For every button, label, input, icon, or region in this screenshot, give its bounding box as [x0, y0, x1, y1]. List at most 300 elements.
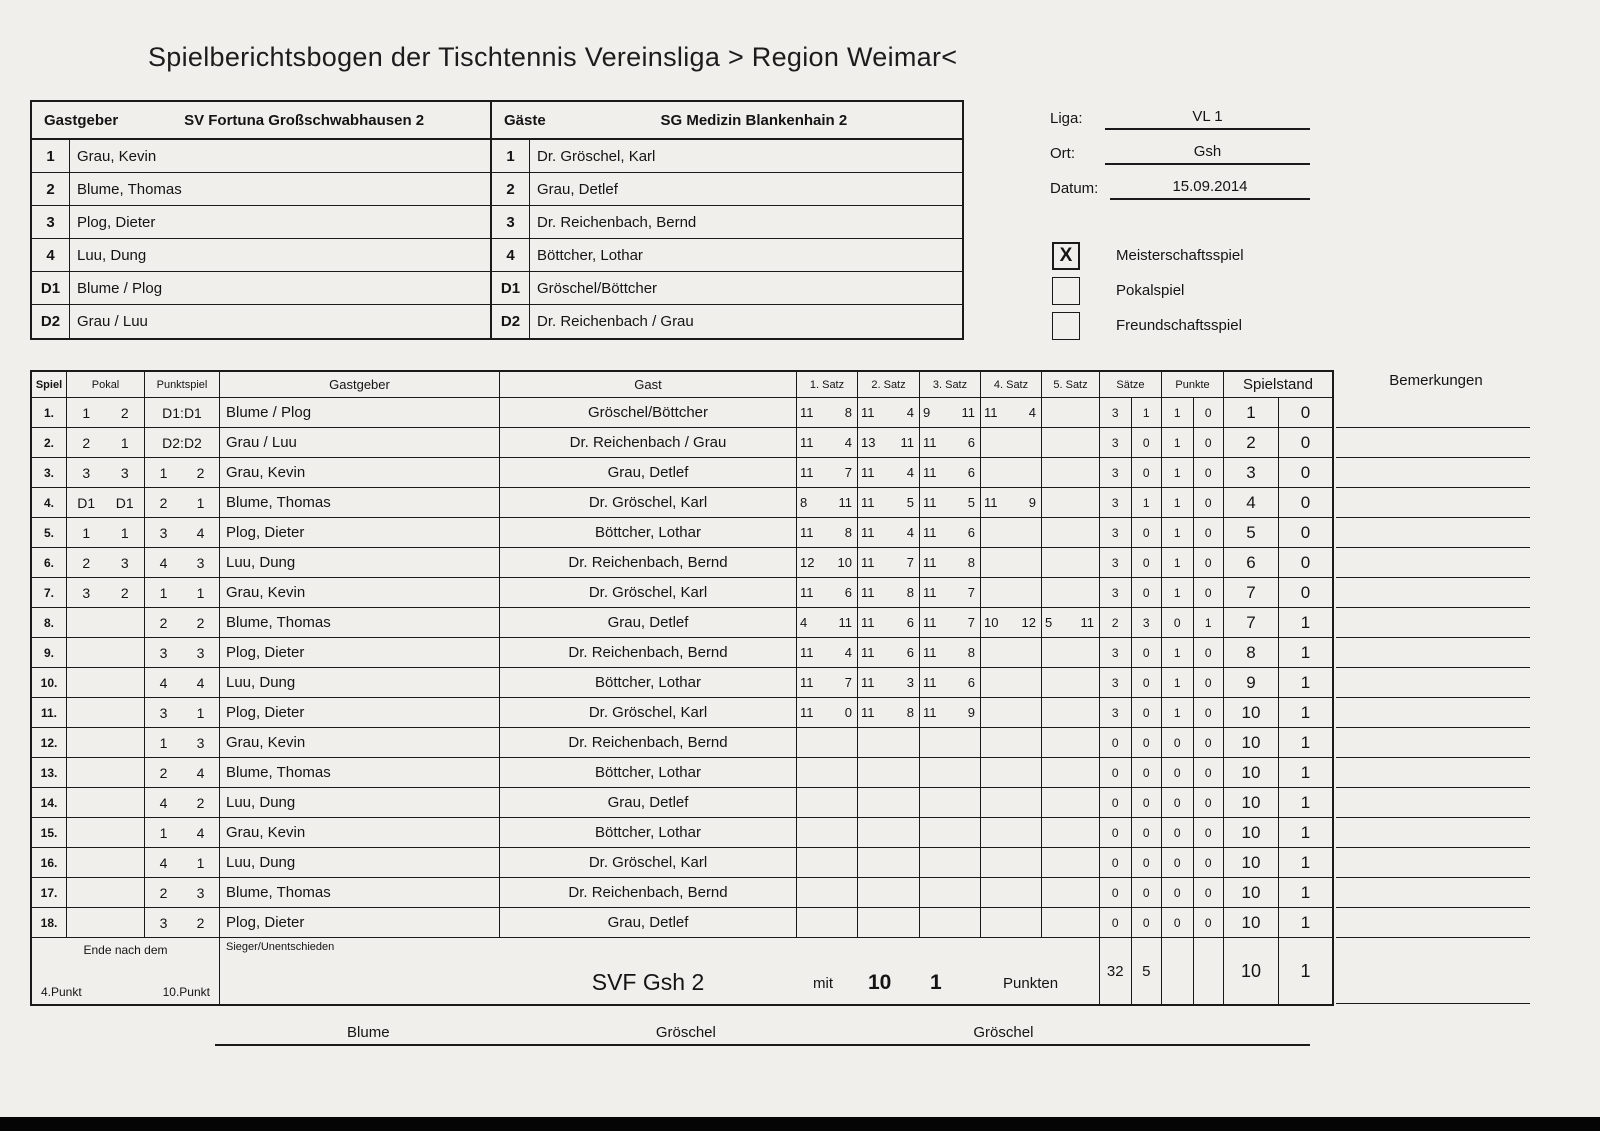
- empty-checkbox: [1052, 277, 1080, 305]
- match-type-label: Meisterschaftsspiel: [1116, 247, 1244, 264]
- bemerkung-line: [1336, 818, 1530, 848]
- points-result-cell-home: 1: [1173, 405, 1181, 420]
- set-1-score-cell: [797, 518, 858, 547]
- set-3-score-cell: [920, 908, 981, 937]
- sets-total-host: 32: [1106, 962, 1124, 980]
- guest-player-cell: Böttcher, Lothar: [500, 518, 797, 547]
- set-4-score-cell: [981, 518, 1042, 547]
- points-result-cell-home: 1: [1173, 645, 1181, 660]
- set-3-score-cell: [920, 698, 981, 727]
- sets-result-cell: [1100, 578, 1162, 607]
- match-row: [32, 908, 1332, 938]
- sets-result-cell: [1100, 458, 1162, 487]
- match-score-cell: [1224, 698, 1332, 727]
- sets-result-cell: [1100, 668, 1162, 697]
- match-row: [32, 818, 1332, 848]
- set-3-score-cell: [920, 818, 981, 847]
- pokal-cell: [67, 668, 145, 697]
- guest-team-name: SG Medizin Blankenhain 2: [660, 111, 848, 129]
- set-2-score-cell: [858, 458, 920, 487]
- punktspiel-right: 2: [196, 914, 205, 931]
- match-score-cell-guest: 0: [1278, 578, 1332, 607]
- sets-result-cell-home: 0: [1111, 855, 1119, 870]
- points-result-cell-guest: 0: [1193, 848, 1224, 877]
- match-number-cell: 9.: [32, 638, 67, 667]
- points-result-cell: [1162, 398, 1224, 427]
- set-home-points: 11: [800, 645, 814, 660]
- set-guest-points: 11: [1080, 615, 1094, 630]
- roster-row: [32, 206, 962, 239]
- match-score-cell-guest: 0: [1278, 518, 1332, 547]
- guest-player-name: Dr. Reichenbach, Bernd: [537, 213, 697, 231]
- match-row: [32, 668, 1332, 698]
- sets-result-cell-home: 3: [1111, 555, 1119, 570]
- punktspiel-cell: [145, 848, 220, 877]
- match-score-cell-home: 7: [1246, 612, 1256, 632]
- punktspiel-right: 4: [196, 674, 205, 691]
- set-4-score-cell: [981, 728, 1042, 757]
- set-3-score-cell: [920, 578, 981, 607]
- mit-label: mit: [813, 975, 833, 992]
- punktspiel-left: 4: [159, 794, 168, 811]
- guest-player-cell: Dr. Reichenbach / Grau: [500, 428, 797, 457]
- set-home-points: 11: [923, 705, 937, 720]
- empty-checkbox: [1052, 312, 1080, 340]
- punkt4-label: 4.Punkt: [41, 985, 82, 999]
- guest-player-cell: Dr. Reichenbach, Bernd: [500, 548, 797, 577]
- bemerkung-line: [1336, 878, 1530, 908]
- match-score-cell-home: 7: [1246, 582, 1256, 602]
- set-5-score-cell: [1042, 788, 1100, 817]
- set-home-points: 11: [923, 555, 937, 570]
- match-score-cell-home: 10: [1241, 852, 1261, 872]
- host-player-cell: Plog, Dieter: [220, 698, 500, 727]
- host-player-position: D2: [32, 305, 70, 338]
- pokal-cell: [67, 638, 145, 667]
- host-player-cell: Blume, Thomas: [220, 488, 500, 517]
- host-player-name: Grau, Kevin: [70, 140, 492, 172]
- set-2-score-cell: [858, 488, 920, 517]
- match-score-cell-guest: 1: [1278, 908, 1332, 937]
- pokal-cell: [67, 818, 145, 847]
- host-player-cell: Grau, Kevin: [220, 728, 500, 757]
- match-row: [32, 398, 1332, 428]
- punktspiel-left: 2: [159, 884, 168, 901]
- ende-label: Ende nach dem: [83, 943, 168, 957]
- match-row: [32, 488, 1332, 518]
- match-score-cell-home: 10: [1241, 822, 1261, 842]
- page-title: Spielberichtsbogen der Tischtennis Vereinsliga > Region Weimar<: [148, 42, 958, 72]
- pokal-cell: [67, 488, 145, 517]
- sets-result-cell: [1100, 638, 1162, 667]
- punktspiel-value: D1:D1: [162, 404, 202, 421]
- match-score-cell-guest: 0: [1278, 458, 1332, 487]
- set-2-score-cell: [858, 758, 920, 787]
- set-4-score-cell: [981, 758, 1042, 787]
- sets-result-cell-guest: 3: [1131, 608, 1162, 637]
- points-result-cell-guest: 0: [1193, 518, 1224, 547]
- set-guest-points: 7: [844, 465, 852, 480]
- punktspiel-cell: [145, 398, 220, 427]
- set-home-points: 11: [923, 495, 937, 510]
- sets-result-cell-home: 3: [1111, 495, 1119, 510]
- punktspiel-cell: [145, 428, 220, 457]
- punktspiel-cell: [145, 878, 220, 907]
- set-5-score-cell: [1042, 698, 1100, 727]
- header-gast: Gast: [500, 372, 797, 397]
- set-5-score-cell: [1042, 908, 1100, 937]
- set-2-score-cell: [858, 608, 920, 637]
- sets-result-cell-guest: 0: [1131, 728, 1162, 757]
- set-home-points: 11: [984, 405, 998, 420]
- set-3-score-cell: [920, 518, 981, 547]
- set-home-points: 11: [861, 525, 875, 540]
- guest-player-cell: Dr. Reichenbach, Bernd: [500, 878, 797, 907]
- points-result-cell: [1162, 788, 1224, 817]
- set-5-score-cell: [1042, 638, 1100, 667]
- host-player-position: 1: [32, 140, 70, 172]
- bemerkung-line: [1336, 638, 1530, 668]
- host-player-cell: Blume, Thomas: [220, 758, 500, 787]
- points-result-cell: [1162, 848, 1224, 877]
- pokal-left: 2: [82, 554, 91, 571]
- match-score-cell-guest: 1: [1278, 788, 1332, 817]
- set-5-score-cell: [1042, 608, 1100, 637]
- match-score-cell-guest: 0: [1278, 548, 1332, 577]
- set-home-points: 11: [861, 495, 875, 510]
- punkten-label: Punkten: [1003, 975, 1059, 992]
- set-guest-points: 5: [906, 495, 914, 510]
- guest-player-position: 2: [492, 173, 530, 205]
- bemerkung-line: [1336, 518, 1530, 548]
- roster-table: [30, 100, 964, 340]
- guest-player-cell: Dr. Gröschel, Karl: [500, 488, 797, 517]
- set-3-score-cell: [920, 488, 981, 517]
- match-number-cell: 5.: [32, 518, 67, 547]
- punktspiel-left: 3: [159, 644, 168, 661]
- sets-result-cell-home: 3: [1111, 435, 1119, 450]
- punktspiel-cell: [145, 908, 220, 937]
- set-guest-points: 6: [906, 615, 914, 630]
- points-result-cell-home: 0: [1173, 795, 1181, 810]
- match-table-header: [32, 372, 1332, 398]
- guest-player-cell: Böttcher, Lothar: [500, 818, 797, 847]
- roster-body: [32, 140, 962, 338]
- punktspiel-cell: [145, 818, 220, 847]
- set-home-points: 9: [923, 405, 931, 420]
- match-number-cell: 3.: [32, 458, 67, 487]
- sets-result-cell-guest: 0: [1131, 638, 1162, 667]
- sets-result-cell: [1100, 908, 1162, 937]
- punktspiel-cell: [145, 638, 220, 667]
- set-3-score-cell: [920, 638, 981, 667]
- host-player-name: Blume, Thomas: [70, 173, 492, 205]
- punktspiel-left: 3: [159, 704, 168, 721]
- sets-result-cell-home: 3: [1111, 465, 1119, 480]
- header-gastgeber: Gastgeber: [220, 372, 500, 397]
- punktspiel-left: 1: [159, 584, 168, 601]
- points-result-cell-guest: 1: [1193, 608, 1224, 637]
- points-result-cell-guest: 0: [1193, 758, 1224, 787]
- set-3-score-cell: [920, 458, 981, 487]
- sets-result-cell: [1100, 518, 1162, 547]
- guest-player-cell: Grau, Detlef: [500, 788, 797, 817]
- points-result-cell-home: 1: [1173, 525, 1181, 540]
- set-home-points: 11: [861, 405, 875, 420]
- punktspiel-right: 1: [196, 494, 205, 511]
- guest-player-name: Böttcher, Lothar: [537, 246, 643, 264]
- sets-result-cell-home: 0: [1111, 915, 1119, 930]
- match-type-label: Freundschaftsspiel: [1116, 317, 1242, 334]
- match-score-cell: [1224, 758, 1332, 787]
- set-4-score-cell: [981, 668, 1042, 697]
- bemerkung-line: [1336, 788, 1530, 818]
- set-home-points: 11: [800, 465, 814, 480]
- pokal-left: 1: [82, 404, 91, 421]
- sets-result-cell-home: 3: [1111, 405, 1119, 420]
- set-1-score-cell: [797, 818, 858, 847]
- guest-player-position: D1: [492, 272, 530, 304]
- match-score-cell-guest: 1: [1278, 668, 1332, 697]
- set-home-points: 11: [923, 615, 937, 630]
- guest-player-cell: Dr. Reichenbach, Bernd: [500, 638, 797, 667]
- bemerkung-line: [1336, 728, 1530, 758]
- set-4-score-cell: [981, 578, 1042, 607]
- signature-guest-captain: Gröschel: [655, 1024, 716, 1041]
- pokal-cell: [67, 788, 145, 817]
- set-1-score-cell: [797, 428, 858, 457]
- roster-header: [32, 102, 962, 140]
- set-home-points: 4: [800, 615, 808, 630]
- roster-header-host: [32, 102, 492, 138]
- guest-player-position: 3: [492, 206, 530, 238]
- punktspiel-right: 2: [196, 794, 205, 811]
- match-type-row: [1052, 273, 1244, 308]
- punktspiel-right: 3: [196, 554, 205, 571]
- points-result-cell-home: 0: [1173, 885, 1181, 900]
- points-result-cell-home: 1: [1173, 705, 1181, 720]
- roster-row: [32, 272, 962, 305]
- punktspiel-right: 1: [196, 854, 205, 871]
- match-score-cell: [1224, 818, 1332, 847]
- guest-player-name: Dr. Reichenbach / Grau: [537, 313, 694, 330]
- set-home-points: 5: [1045, 615, 1053, 630]
- host-player-cell: Luu, Dung: [220, 548, 500, 577]
- set-guest-points: 6: [967, 465, 975, 480]
- punktspiel-left: 3: [159, 914, 168, 931]
- set-home-points: 11: [800, 585, 814, 600]
- final-score-host: 10: [1240, 960, 1262, 981]
- guest-player-name: Gröschel/Böttcher: [537, 279, 658, 297]
- points-result-cell: [1162, 638, 1224, 667]
- points-result-cell-home: 1: [1173, 675, 1181, 690]
- match-type-row: [1052, 238, 1244, 273]
- punktspiel-right: 2: [196, 614, 205, 631]
- pokal-cell: [67, 728, 145, 757]
- set-1-score-cell: [797, 488, 858, 517]
- match-number-cell: 11.: [32, 698, 67, 727]
- match-table-body: [32, 398, 1332, 938]
- set-3-score-cell: [920, 758, 981, 787]
- punktspiel-cell: [145, 518, 220, 547]
- guest-player-position: D2: [492, 305, 530, 338]
- liga-label: Liga:: [1050, 110, 1083, 127]
- match-row: [32, 458, 1332, 488]
- sets-result-cell-guest: 0: [1131, 758, 1162, 787]
- sets-result-cell: [1100, 398, 1162, 427]
- guest-player-cell: Dr. Reichenbach, Bernd: [500, 728, 797, 757]
- pokal-cell: [67, 458, 145, 487]
- pokal-right: 1: [120, 434, 129, 451]
- points-result-cell-guest: 0: [1193, 578, 1224, 607]
- set-2-score-cell: [858, 578, 920, 607]
- match-score-cell: [1224, 548, 1332, 577]
- match-type-checkboxes: [1052, 238, 1244, 343]
- set-5-score-cell: [1042, 428, 1100, 457]
- set-home-points: 11: [800, 525, 814, 540]
- match-row: [32, 878, 1332, 908]
- sets-result-cell-home: 0: [1111, 735, 1119, 750]
- pokal-left: 2: [82, 434, 91, 451]
- host-player-position: 2: [32, 173, 70, 205]
- host-player-cell: Grau, Kevin: [220, 458, 500, 487]
- sets-result-cell-home: 0: [1111, 825, 1119, 840]
- set-guest-points: 10: [837, 555, 852, 570]
- set-5-score-cell: [1042, 668, 1100, 697]
- set-5-score-cell: [1042, 578, 1100, 607]
- match-score-cell-home: 8: [1246, 642, 1256, 662]
- header-satz1: 1. Satz: [797, 372, 858, 397]
- host-player-name: Grau / Luu: [70, 305, 492, 338]
- set-5-score-cell: [1042, 458, 1100, 487]
- sets-result-cell: [1100, 788, 1162, 817]
- host-player-position: 3: [32, 206, 70, 238]
- set-home-points: 11: [861, 615, 875, 630]
- end-after-cell: [32, 938, 220, 1004]
- match-score-cell: [1224, 668, 1332, 697]
- pokal-cell: [67, 698, 145, 727]
- pokal-cell: [67, 758, 145, 787]
- punktspiel-value: D2:D2: [162, 434, 202, 451]
- set-4-score-cell: [981, 638, 1042, 667]
- set-4-score-cell: [981, 848, 1042, 877]
- host-player-cell: Luu, Dung: [220, 848, 500, 877]
- match-score-cell-guest: 1: [1278, 728, 1332, 757]
- sets-result-cell-guest: 0: [1131, 788, 1162, 817]
- set-guest-points: 6: [967, 435, 975, 450]
- final-score-guest: 1: [1278, 938, 1332, 1004]
- punktspiel-cell: [145, 578, 220, 607]
- guest-player-cell: Grau, Detlef: [500, 608, 797, 637]
- points-result-cell-guest: 0: [1193, 878, 1224, 907]
- set-home-points: 11: [923, 525, 937, 540]
- datum-value: 15.09.2014: [1110, 174, 1310, 200]
- host-player-cell: Plog, Dieter: [220, 908, 500, 937]
- match-score-cell-guest: 1: [1278, 878, 1332, 907]
- set-home-points: 11: [800, 675, 814, 690]
- roster-row: [32, 305, 962, 338]
- points-result-cell-guest: 0: [1193, 818, 1224, 847]
- set-3-score-cell: [920, 788, 981, 817]
- host-label: Gastgeber: [44, 111, 119, 129]
- set-home-points: 11: [861, 705, 875, 720]
- match-score-cell-guest: 0: [1278, 398, 1332, 427]
- match-number-cell: 15.: [32, 818, 67, 847]
- set-1-score-cell: [797, 578, 858, 607]
- set-guest-points: 11: [900, 435, 914, 450]
- set-guest-points: 7: [906, 555, 914, 570]
- final-score-cell: [1224, 938, 1332, 1004]
- host-player-cell: Blume, Thomas: [220, 608, 500, 637]
- set-home-points: 11: [923, 645, 937, 660]
- points-result-cell-guest: 0: [1193, 458, 1224, 487]
- sets-result-cell-guest: 0: [1131, 578, 1162, 607]
- match-score-cell-home: 9: [1246, 672, 1256, 692]
- match-score-cell: [1224, 488, 1332, 517]
- match-score-cell-home: 6: [1246, 552, 1256, 572]
- match-row: [32, 428, 1332, 458]
- liga-value: VL 1: [1105, 104, 1310, 130]
- pokal-cell: [67, 878, 145, 907]
- set-2-score-cell: [858, 728, 920, 757]
- points-result-cell: [1162, 818, 1224, 847]
- points-result-cell-guest: 0: [1193, 728, 1224, 757]
- sets-result-cell-guest: 0: [1131, 518, 1162, 547]
- set-guest-points: 6: [906, 645, 914, 660]
- host-player-cell: Blume, Thomas: [220, 878, 500, 907]
- set-5-score-cell: [1042, 518, 1100, 547]
- match-score-cell-guest: 1: [1278, 818, 1332, 847]
- points-result-cell-guest: 0: [1193, 548, 1224, 577]
- match-score-cell-guest: 1: [1278, 608, 1332, 637]
- set-3-score-cell: [920, 848, 981, 877]
- sets-result-cell-guest: 0: [1131, 878, 1162, 907]
- match-number-cell: 12.: [32, 728, 67, 757]
- sets-result-cell-home: 3: [1111, 705, 1119, 720]
- set-guest-points: 7: [967, 585, 975, 600]
- points-result-cell-home: 0: [1173, 765, 1181, 780]
- pokal-right: D1: [115, 494, 134, 511]
- punktspiel-cell: [145, 608, 220, 637]
- pokal-right: 3: [120, 464, 129, 481]
- match-score-cell: [1224, 878, 1332, 907]
- set-guest-points: 4: [906, 465, 914, 480]
- set-2-score-cell: [858, 518, 920, 547]
- points-result-cell-guest: 0: [1193, 488, 1224, 517]
- sets-total-guest: 5: [1131, 938, 1162, 1004]
- punktspiel-left: 3: [159, 524, 168, 541]
- match-number-cell: 7.: [32, 578, 67, 607]
- host-player-cell: Luu, Dung: [220, 668, 500, 697]
- set-home-points: 11: [861, 465, 875, 480]
- set-home-points: 11: [861, 675, 875, 690]
- guest-player-name: Grau, Detlef: [537, 180, 618, 198]
- pokal-left: 1: [82, 524, 91, 541]
- set-guest-points: 7: [967, 615, 975, 630]
- bemerkung-line: [1336, 758, 1530, 788]
- match-score-cell-guest: 0: [1278, 488, 1332, 517]
- host-player-cell: Plog, Dieter: [220, 518, 500, 547]
- sets-result-cell-guest: 0: [1131, 698, 1162, 727]
- match-score-cell-home: 4: [1246, 492, 1256, 512]
- points-result-cell-home: 0: [1173, 855, 1181, 870]
- set-home-points: 11: [923, 585, 937, 600]
- sets-result-cell-home: 0: [1111, 885, 1119, 900]
- match-number-cell: 17.: [32, 878, 67, 907]
- set-guest-points: 6: [844, 585, 852, 600]
- set-guest-points: 4: [906, 525, 914, 540]
- punktspiel-right: 4: [196, 824, 205, 841]
